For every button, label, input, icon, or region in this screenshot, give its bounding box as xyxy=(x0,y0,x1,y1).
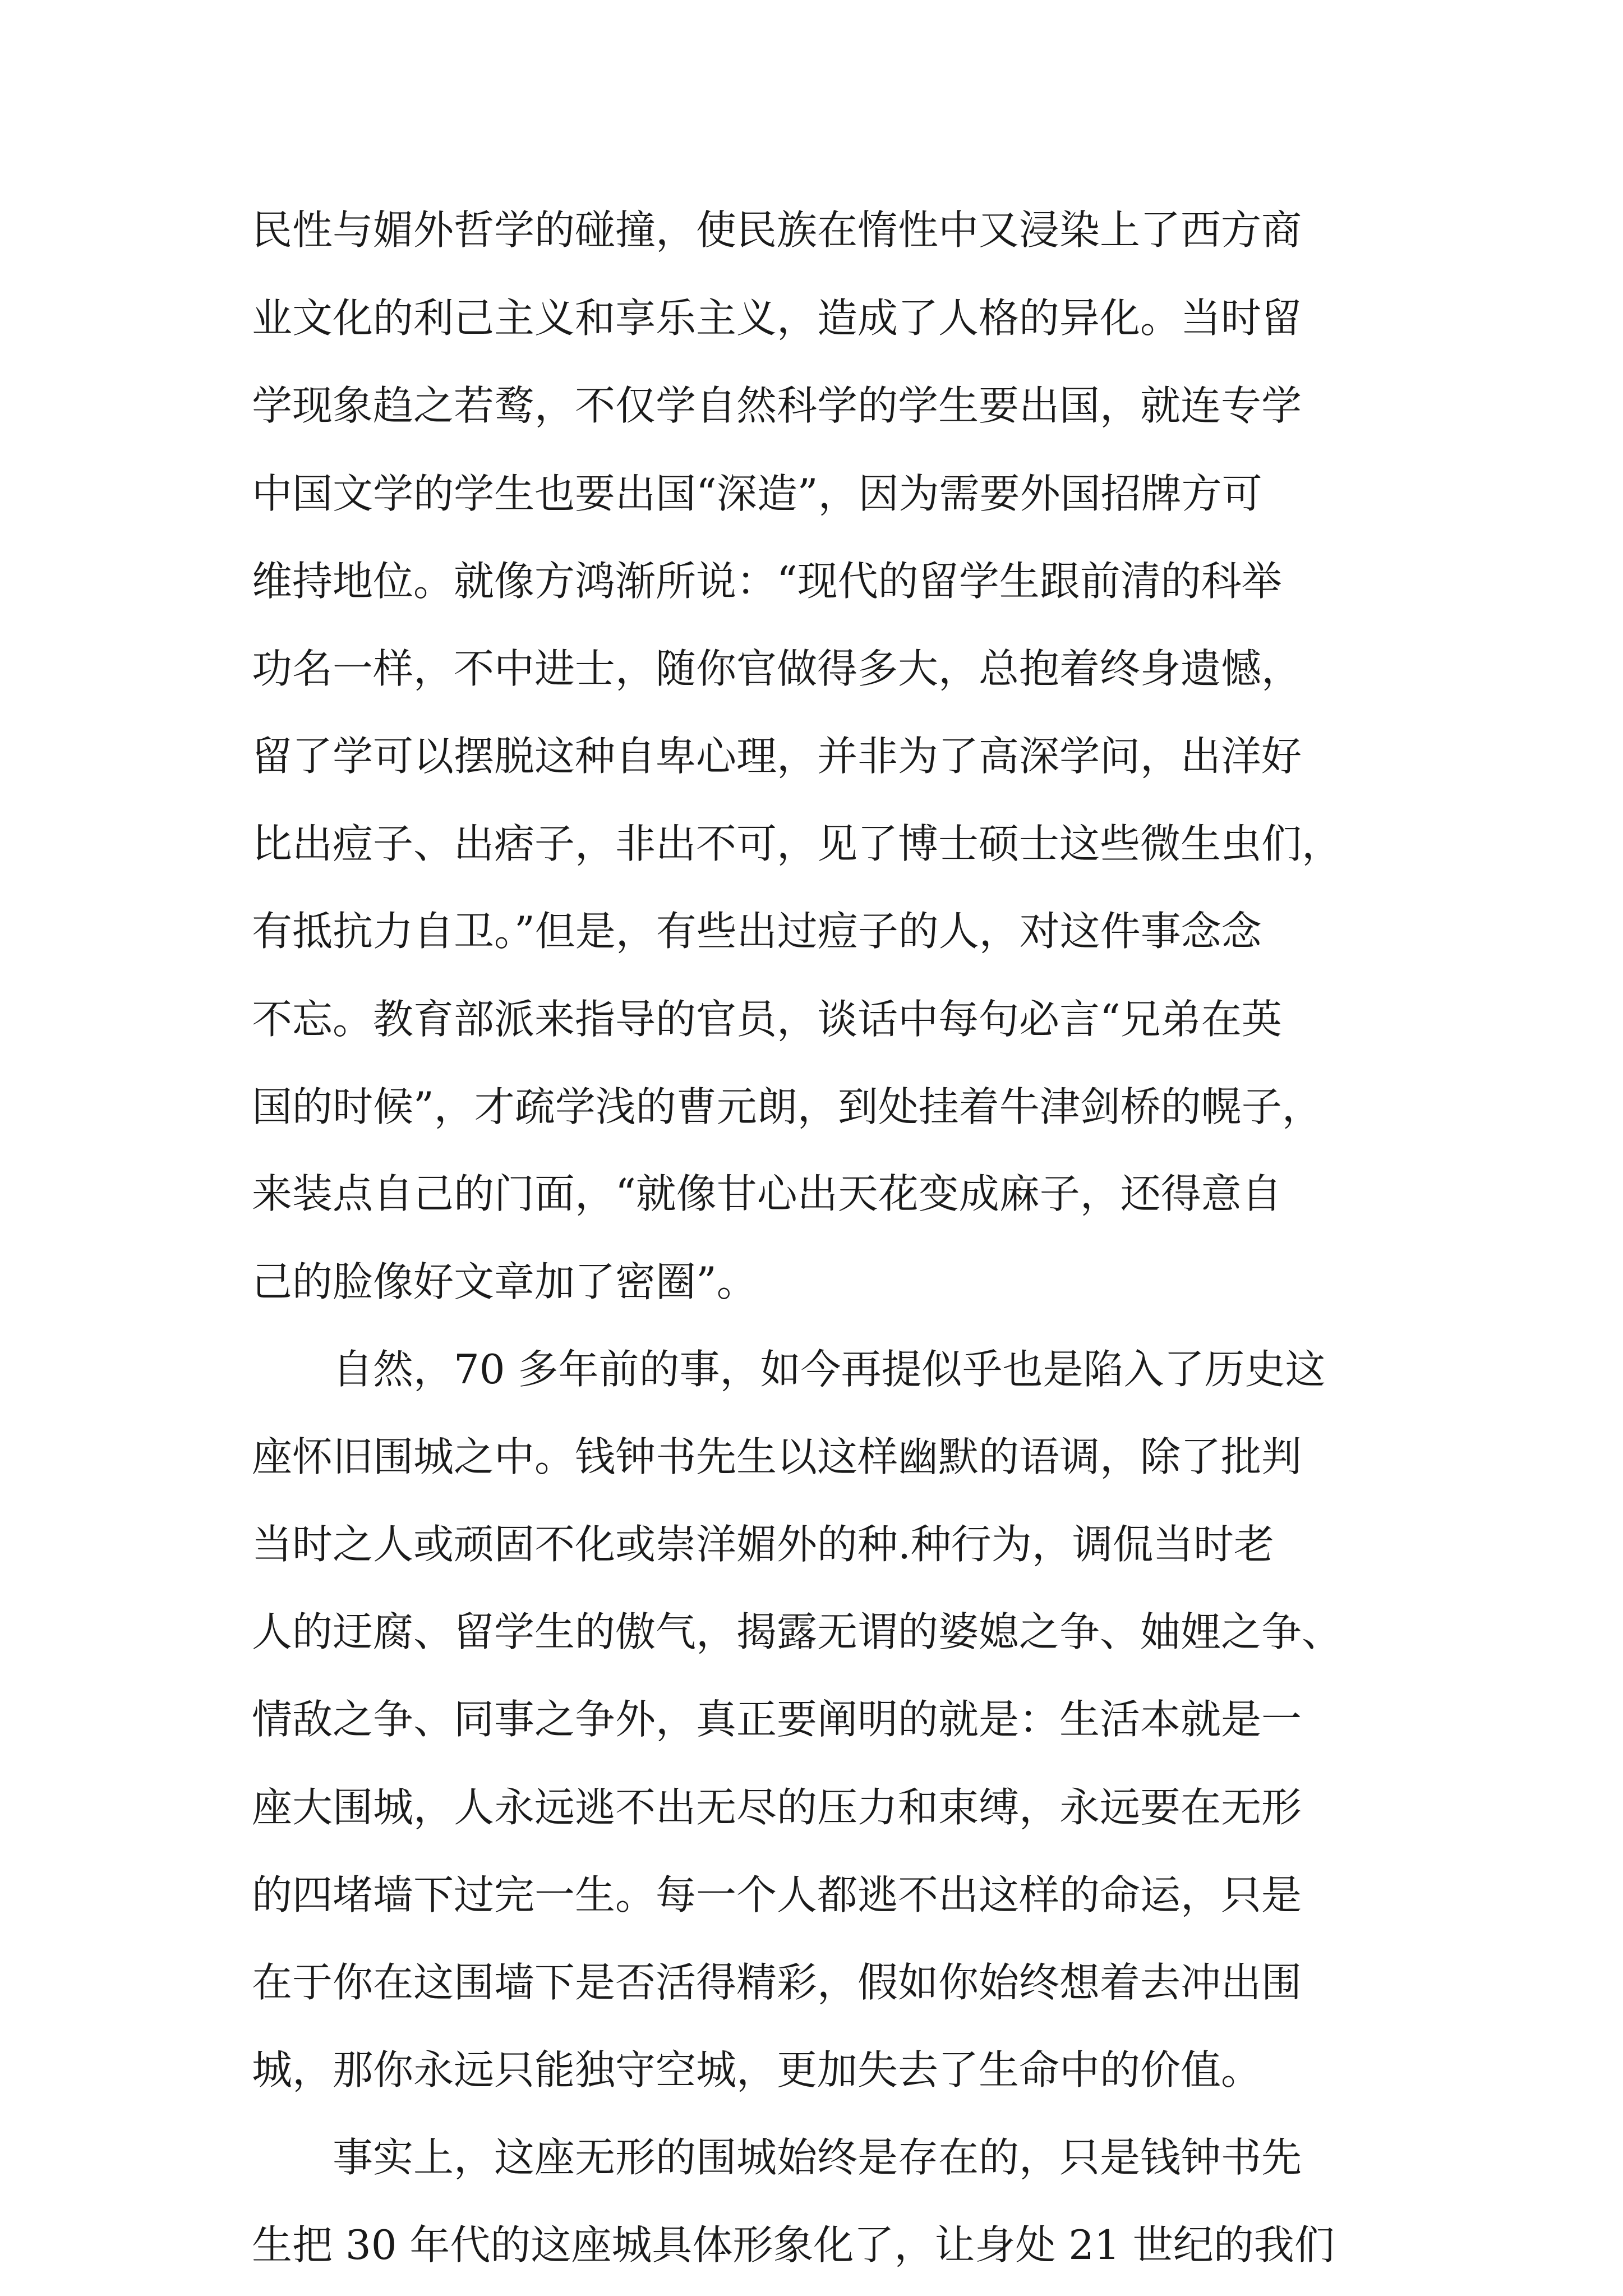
text-line: 中国文学的学生也要出国“深造”，因为需要外国招牌方可 xyxy=(252,470,1262,517)
text-line: 自然，70 多年前的事，如今再提似乎也是陷入了历史这 xyxy=(333,1346,1326,1393)
text-line: 当时之人或顽固不化或崇洋媚外的种.种行为，调侃当时老 xyxy=(252,1521,1274,1568)
text-line: 的四堵墙下过完一生。每一个人都逃不出这样的命运，只是 xyxy=(252,1871,1302,1918)
text-line: 事实上，这座无形的围城始终是存在的，只是钱钟书先 xyxy=(333,2134,1302,2181)
text-line: 国的时候”，才疏学浅的曹元朗，到处挂着牛津剑桥的幌子， xyxy=(252,1083,1322,1130)
text-line: 维持地位。就像方鸿渐所说：“现代的留学生跟前清的科举 xyxy=(252,558,1282,605)
text-line: 不忘。教育部派来指导的官员，谈话中每句必言“兄弟在英 xyxy=(252,996,1282,1043)
text-line: 民性与媚外哲学的碰撞，使民族在惰性中又浸染上了西方商 xyxy=(252,206,1302,254)
text-line: 学现象趋之若鹜，不仅学自然科学的学生要出国，就连专学 xyxy=(252,382,1302,429)
text-line: 来装点自己的门面，“就像甘心出天花变成麻子，还得意自 xyxy=(252,1170,1282,1217)
text-line: 留了学可以摆脱这种自卑心理，并非为了高深学问，出洋好 xyxy=(252,733,1302,780)
text-line: 有抵抗力自卫。”但是，有些出过痘子的人，对这件事念念 xyxy=(252,908,1262,955)
text-line: 生把 30 年代的这座城具体形象化了，让身处 21 世纪的我们 xyxy=(252,2221,1335,2269)
text-line: 座大围城，人永远逃不出无尽的压力和束缚，永远要在无形 xyxy=(252,1784,1302,1831)
text-line: 在于你在这围墙下是否活得精彩，假如你始终想着去冲出围 xyxy=(252,1959,1302,2006)
text-line: 人的迂腐、留学生的傲气，揭露无谓的婆媳之争、妯娌之争、 xyxy=(252,1608,1343,1655)
text-line: 业文化的利己主义和享乐主义，造成了人格的异化。当时留 xyxy=(252,295,1302,342)
text-line: 比出痘子、出痞子，非出不可，见了博士硕士这些微生虫们， xyxy=(252,820,1343,867)
text-line: 座怀旧围城之中。钱钟书先生以这样幽默的语调，除了批判 xyxy=(252,1433,1302,1480)
text-line: 己的脸像好文章加了密圈”。 xyxy=(252,1258,757,1305)
text-line: 功名一样，不中进士，随你官做得多大，总抱着终身遗憾， xyxy=(252,645,1302,692)
text-line: 城，那你永远只能独守空城，更加失去了生命中的价值。 xyxy=(252,2046,1262,2093)
text-line: 情敌之争、同事之争外，真正要阐明的就是：生活本就是一 xyxy=(252,1696,1302,1743)
